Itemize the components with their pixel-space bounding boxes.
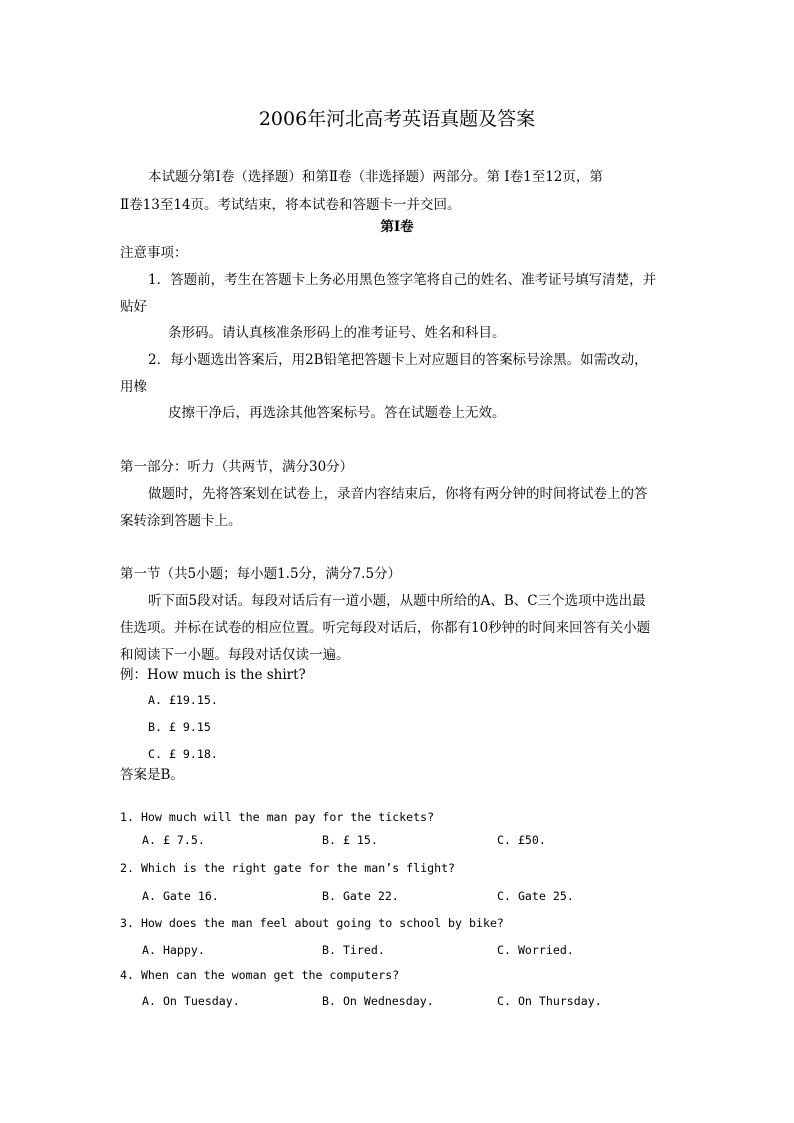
question-1-option-b: B. £ 15. [322,833,378,847]
intro-line-1: 本试题分第Ⅰ卷（选择题）和第Ⅱ卷（非选择题）两部分。第 Ⅰ卷1至12页，第 [148,169,603,185]
question-1-option-a: A. £ 7.5. [142,833,205,847]
section1-line-1: 听下面5段对话。每段对话后有一道小题，从题中所给的A、B、C三个选项中选出最 [148,593,646,609]
question-2-text: 2. Which is the right gate for the man’s flight? [120,861,456,875]
question-4-option-b: B. On Wednesday. [322,994,434,1008]
question-3-option-a: A. Happy. [142,943,205,957]
volume-heading: 第Ⅰ卷 [380,219,414,235]
page-title: 2006年河北高考英语真题及答案 [258,108,536,130]
part1-line-1: 做题时，先将答案划在试卷上，录音内容结束后，你将有两分钟的时间将试卷上的答 [148,486,648,502]
part1-heading: 第一部分：听力（共两节，满分30分） [120,459,354,475]
question-1-option-c: C. £50. [497,833,546,847]
question-4-text: 4. When can the woman get the computers? [120,968,400,982]
note-item-2-line-2: 用橡 [120,379,147,395]
question-3-option-b: B. Tired. [322,943,385,957]
question-1-text: 1. How much will the man pay for the tickets? [120,810,435,824]
section1-line-3: 和阅读下一小题。每段对话仅读一遍。 [120,647,350,663]
question-2-option-a: A. Gate 16. [142,889,219,903]
note-item-2-line-1: 2．每小题选出答案后，用2B铅笔把答题卡上对应题目的答案标号涂黑。如需改动， [148,352,648,368]
part1-line-2: 案转涂到答题卡上。 [120,513,242,529]
note-item-2-line-3: 皮擦干净后，再选涂其他答案标号。答在试题卷上无效。 [168,405,506,421]
notes-heading: 注意事项： [120,245,188,261]
example-option-c: C. £ 9.18. [148,747,218,761]
question-3-option-c: C. Worried. [497,943,574,957]
example-answer: 答案是B。 [120,767,184,783]
question-4-option-a: A. On Tuesday. [142,994,240,1008]
section1-line-2: 佳选项。并标在试卷的相应位置。听完每段对话后，你都有10秒钟的时间来回答有关小题 [120,620,651,636]
example-option-a: A. £19.15. [148,693,218,707]
question-2-option-b: B. Gate 22. [322,889,399,903]
question-2-option-c: C. Gate 25. [497,889,574,903]
section1-heading: 第一节（共5小题；每小题1.5分，满分7.5分） [120,566,402,582]
example-option-b: B. £ 9.15 [148,720,211,734]
example-question [120,666,306,684]
note-item-1-line-1: 1．答题前，考生在答题卡上务必用黑色签字笔将自己的姓名、准考证号填写清楚，并 [148,272,657,288]
intro-line-2: Ⅱ卷13至14页。考试结束，将本试卷和答题卡一并交回。 [120,197,461,213]
question-3-text: 3. How does the man feel about going to school by bike? [120,916,504,930]
note-item-1-line-3: 条形码。请认真核准条形码上的准考证号、姓名和科目。 [168,325,506,341]
example-question-text: 例：How much is the shirt? [120,667,306,683]
question-4-option-c: C. On Thursday. [497,994,602,1008]
note-item-1-line-2: 贴好 [120,299,147,315]
